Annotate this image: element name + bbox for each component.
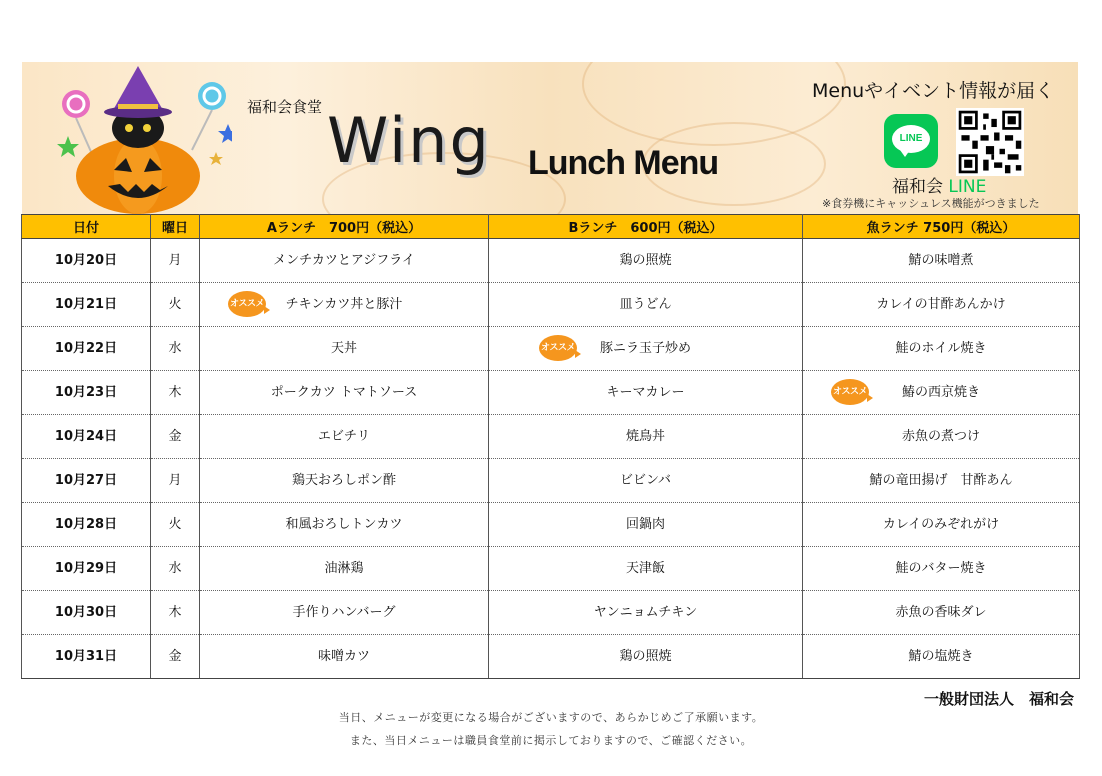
a-lunch-cell bbox=[200, 635, 489, 679]
b-lunch-cell-text: 回鍋肉 bbox=[625, 517, 665, 532]
line-icon-label: LINE bbox=[892, 125, 930, 153]
table-row bbox=[22, 547, 1080, 591]
b-lunch-cell-text: 焼鳥丼 bbox=[625, 429, 665, 444]
weekday-cell bbox=[151, 547, 200, 591]
date-cell-text: 10月29日 bbox=[54, 561, 118, 576]
b-lunch-cell bbox=[489, 547, 803, 591]
date-cell-text: 10月24日 bbox=[54, 429, 118, 444]
column-header-day: 曜日 bbox=[151, 215, 200, 239]
b-lunch-cell bbox=[489, 371, 803, 415]
notice-line-2: また、当日メニューは職員食堂前に掲示しておりますので、ご確認ください。 bbox=[349, 734, 753, 747]
fish-lunch-cell bbox=[803, 415, 1080, 459]
lunch-menu-title: Lunch Menu bbox=[528, 144, 719, 182]
date-cell bbox=[22, 459, 151, 503]
a-lunch-cell-text: 天丼 bbox=[330, 341, 357, 356]
table-header-row bbox=[22, 215, 1080, 239]
fish-lunch-cell-text: カレイの甘酢あんかけ bbox=[876, 297, 1006, 312]
date-cell-text: 10月27日 bbox=[54, 473, 118, 488]
a-lunch-cell bbox=[200, 415, 489, 459]
b-lunch-cell-text: キーマカレー bbox=[606, 385, 685, 400]
weekday-cell bbox=[151, 371, 200, 415]
a-lunch-cell-text: 手作りハンバーグ bbox=[292, 605, 396, 620]
weekday-cell-text: 火 bbox=[168, 297, 182, 312]
table-row bbox=[22, 327, 1080, 371]
table-row bbox=[22, 371, 1080, 415]
fish-lunch-cell-text: カレイのみぞれがけ bbox=[882, 517, 1000, 532]
recommended-badge: オススメ bbox=[831, 379, 869, 405]
date-cell-text: 10月20日 bbox=[54, 253, 118, 268]
a-lunch-cell bbox=[200, 503, 489, 547]
b-lunch-cell-text: 豚ニラ玉子炒め bbox=[599, 341, 691, 356]
table-row bbox=[22, 239, 1080, 283]
halloween-pumpkin-cat-icon bbox=[52, 66, 232, 214]
b-lunch-cell bbox=[489, 459, 803, 503]
date-cell-text: 10月23日 bbox=[54, 385, 118, 400]
column-header-a-lunch: Aランチ 700円（税込） bbox=[200, 215, 489, 239]
a-lunch-cell bbox=[200, 459, 489, 503]
date-cell bbox=[22, 635, 151, 679]
table-row bbox=[22, 459, 1080, 503]
fish-lunch-cell-text: 鮭のホイル焼き bbox=[895, 341, 987, 356]
fish-lunch-cell bbox=[803, 239, 1080, 283]
fish-lunch-cell bbox=[803, 459, 1080, 503]
a-lunch-cell-text: チキンカツ丼と豚汁 bbox=[285, 297, 403, 312]
date-cell-text: 10月22日 bbox=[54, 341, 118, 356]
date-cell bbox=[22, 547, 151, 591]
a-lunch-cell-text: 油淋鶏 bbox=[324, 561, 364, 576]
weekday-cell bbox=[151, 283, 200, 327]
a-lunch-cell bbox=[200, 591, 489, 635]
menu-header bbox=[22, 62, 1078, 214]
a-lunch-cell bbox=[200, 239, 489, 283]
date-cell bbox=[22, 415, 151, 459]
weekday-cell-text: 水 bbox=[168, 341, 182, 356]
weekday-cell bbox=[151, 239, 200, 283]
weekday-cell bbox=[151, 327, 200, 371]
column-header-fish-lunch: 魚ランチ 750円（税込） bbox=[803, 215, 1080, 239]
recommended-badge: オススメ bbox=[228, 291, 266, 317]
notice-line-1: 当日、メニューが変更になる場合がございますので、あらかじめご了承願います。 bbox=[338, 711, 764, 724]
wing-logo: Wing bbox=[327, 104, 491, 177]
b-lunch-cell bbox=[489, 503, 803, 547]
weekday-cell bbox=[151, 635, 200, 679]
fish-lunch-cell-text: 鯖の味噌煮 bbox=[908, 253, 974, 268]
weekday-cell-text: 月 bbox=[168, 473, 182, 488]
weekday-cell bbox=[151, 591, 200, 635]
column-header-date: 日付 bbox=[22, 215, 151, 239]
date-cell-text: 10月28日 bbox=[54, 517, 118, 532]
fish-lunch-cell bbox=[803, 547, 1080, 591]
b-lunch-cell-text: ヤンニョムチキン bbox=[593, 605, 698, 620]
weekday-cell-text: 金 bbox=[168, 429, 182, 444]
table-row bbox=[22, 591, 1080, 635]
a-lunch-cell bbox=[200, 283, 489, 327]
line-caption: 福和会 LINE bbox=[892, 177, 987, 197]
fish-lunch-cell-text: 鯖の竜田揚げ 甘酢あん bbox=[869, 473, 1013, 488]
a-lunch-cell bbox=[200, 547, 489, 591]
column-header-b-lunch: Bランチ 600円（税込） bbox=[489, 215, 803, 239]
fish-lunch-cell bbox=[803, 503, 1080, 547]
fish-lunch-cell bbox=[803, 283, 1080, 327]
date-cell-text: 10月21日 bbox=[54, 297, 118, 312]
cafeteria-name: 福和会食堂 bbox=[247, 98, 323, 116]
weekday-cell-text: 木 bbox=[168, 605, 182, 620]
b-lunch-cell bbox=[489, 591, 803, 635]
b-lunch-cell-text: 皿うどん bbox=[619, 297, 672, 312]
qr-code-icon[interactable] bbox=[956, 108, 1024, 176]
weekday-cell bbox=[151, 503, 200, 547]
date-cell bbox=[22, 371, 151, 415]
line-app-icon[interactable] bbox=[884, 114, 938, 168]
b-lunch-cell bbox=[489, 415, 803, 459]
lunch-menu-table bbox=[21, 214, 1080, 679]
fish-lunch-cell-text: 鮭のバター焼き bbox=[895, 561, 987, 576]
weekday-cell-text: 水 bbox=[168, 561, 182, 576]
b-lunch-cell-text: 鶏の照焼 bbox=[619, 253, 672, 268]
fish-lunch-cell bbox=[803, 591, 1080, 635]
date-cell-text: 10月30日 bbox=[54, 605, 118, 620]
weekday-cell-text: 金 bbox=[168, 649, 182, 664]
table-row bbox=[22, 415, 1080, 459]
fish-lunch-cell bbox=[803, 635, 1080, 679]
b-lunch-cell bbox=[489, 327, 803, 371]
weekday-cell-text: 木 bbox=[168, 385, 182, 400]
table-row bbox=[22, 503, 1080, 547]
date-cell bbox=[22, 591, 151, 635]
a-lunch-cell-text: 味噌カツ bbox=[317, 649, 370, 664]
weekday-cell-text: 月 bbox=[168, 253, 182, 268]
foundation-name: 一般財団法人 福和会 bbox=[923, 690, 1074, 708]
a-lunch-cell bbox=[200, 327, 489, 371]
recommended-badge: オススメ bbox=[539, 335, 577, 361]
a-lunch-cell-text: ポークカツ トマトソース bbox=[270, 385, 418, 400]
a-lunch-cell-text: エビチリ bbox=[317, 429, 370, 444]
fish-lunch-cell-text: 鰆の西京焼き bbox=[901, 385, 980, 400]
date-cell bbox=[22, 327, 151, 371]
date-cell-text: 10月31日 bbox=[54, 649, 118, 664]
a-lunch-cell bbox=[200, 371, 489, 415]
fish-lunch-cell-text: 鯖の塩焼き bbox=[908, 649, 974, 664]
fish-lunch-cell bbox=[803, 327, 1080, 371]
weekday-cell bbox=[151, 459, 200, 503]
table-row bbox=[22, 283, 1080, 327]
a-lunch-cell-text: 鶏天おろしポン酢 bbox=[291, 473, 396, 488]
a-lunch-cell-text: メンチカツとアジフライ bbox=[273, 253, 415, 268]
b-lunch-cell bbox=[489, 283, 803, 327]
line-promo-text: Menuやイベント情報が届く bbox=[812, 80, 1055, 102]
a-lunch-cell-text: 和風おろしトンカツ bbox=[285, 517, 403, 532]
b-lunch-cell-text: ビビンバ bbox=[619, 473, 672, 488]
date-cell bbox=[22, 503, 151, 547]
b-lunch-cell-text: 鶏の照焼 bbox=[619, 649, 672, 664]
date-cell bbox=[22, 283, 151, 327]
date-cell bbox=[22, 239, 151, 283]
fish-lunch-cell-text: 赤魚の香味ダレ bbox=[895, 605, 987, 620]
fish-lunch-cell-text: 赤魚の煮つけ bbox=[901, 429, 980, 444]
fish-lunch-cell bbox=[803, 371, 1080, 415]
b-lunch-cell bbox=[489, 635, 803, 679]
cashless-note: ※食券機にキャッシュレス機能がつきました bbox=[822, 197, 1040, 210]
b-lunch-cell bbox=[489, 239, 803, 283]
weekday-cell-text: 火 bbox=[168, 517, 182, 532]
b-lunch-cell-text: 天津飯 bbox=[625, 561, 665, 576]
weekday-cell bbox=[151, 415, 200, 459]
table-row bbox=[22, 635, 1080, 679]
